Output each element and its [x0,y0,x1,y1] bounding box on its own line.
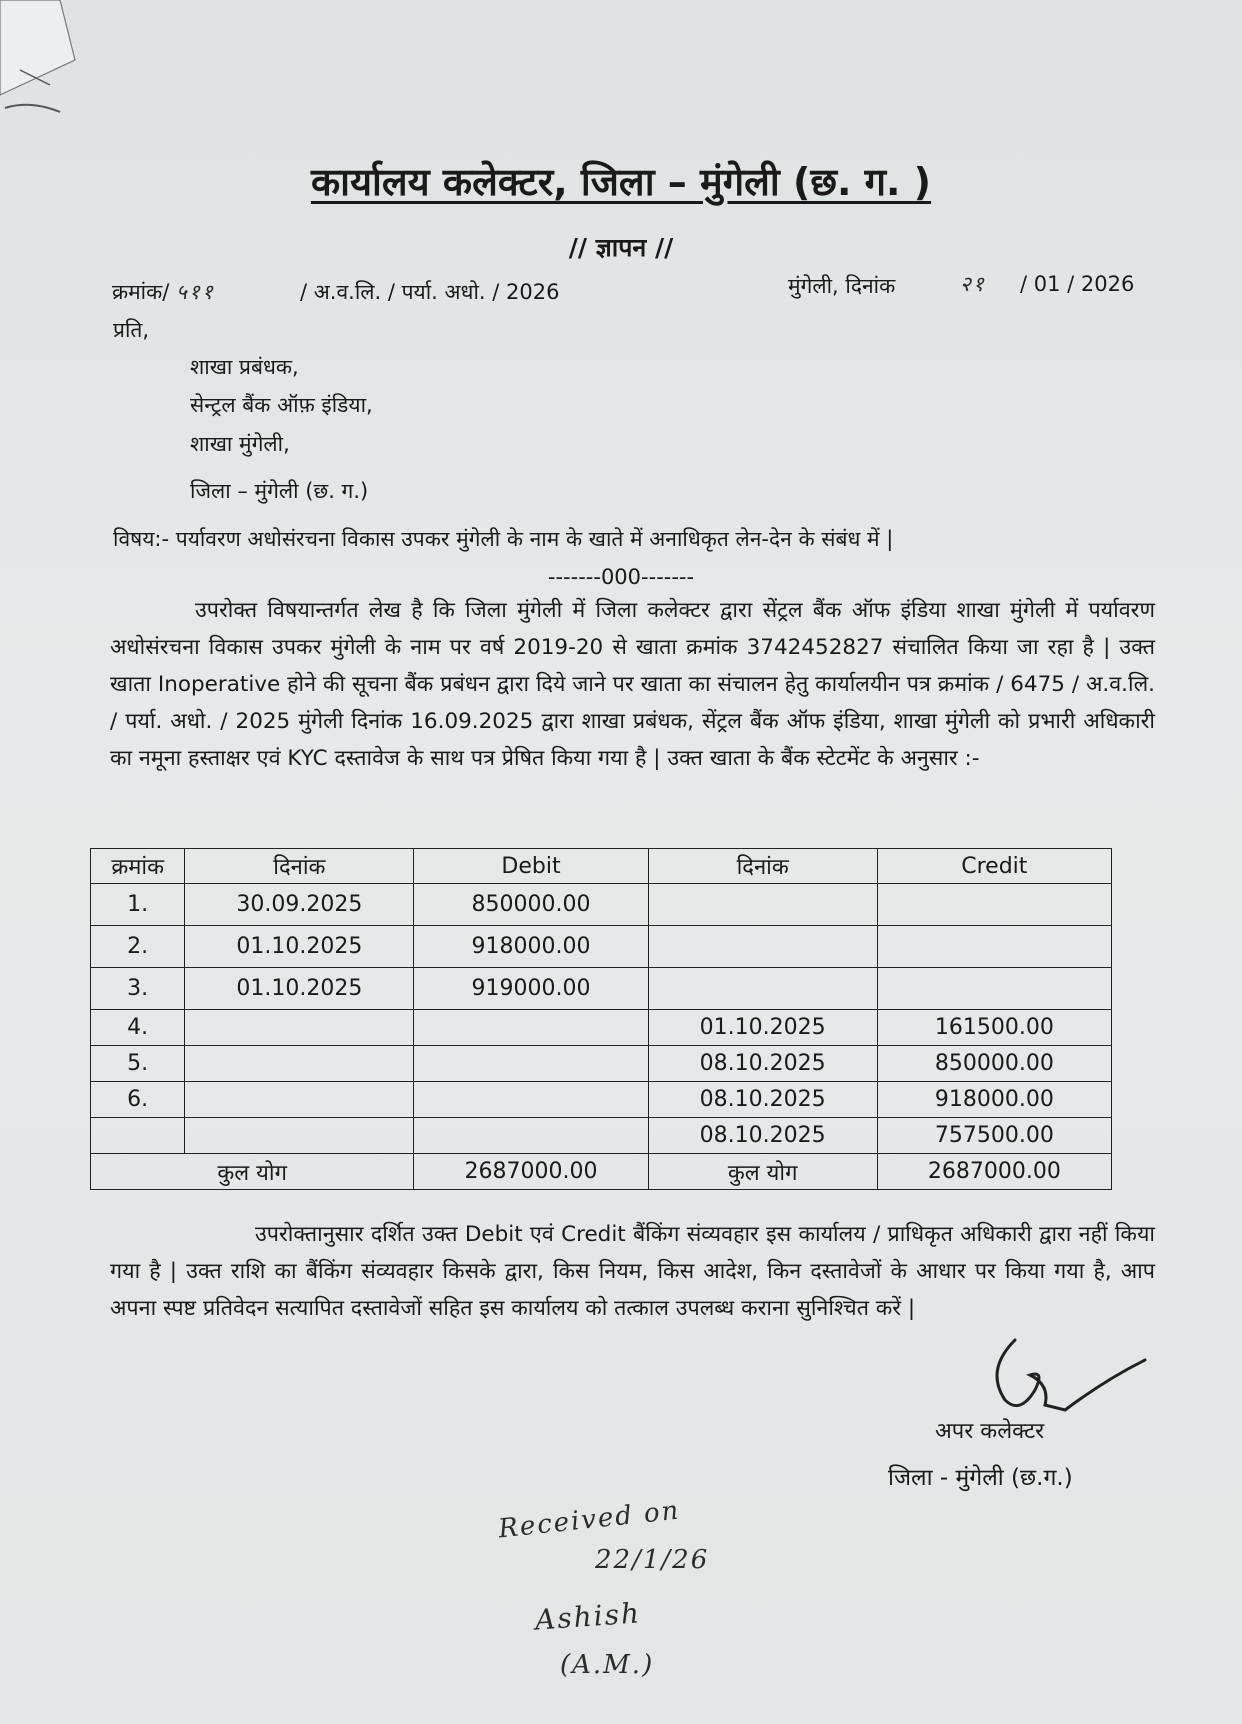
cell: 30.09.2025 [185,884,414,926]
col-header-debit: Debit [414,849,648,884]
cell: 1. [91,884,185,926]
cell: 01.10.2025 [185,926,414,968]
office-title: कार्यालय कलेक्टर, जिला – मुंगेली (छ. ग. ) [310,160,932,204]
cell: 850000.00 [414,884,648,926]
received-date: 22/1/26 [595,1545,710,1575]
cell: 2. [91,926,185,968]
total-debit: 2687000.00 [414,1154,648,1190]
cell [414,1046,648,1082]
cell [648,884,877,926]
cell: 757500.00 [877,1118,1111,1154]
cell [414,1118,648,1154]
table-row [91,1118,1112,1154]
signatory-district: जिला - मुंगेली (छ.ग.) [888,1465,1073,1491]
total-label-debit: कुल योग [91,1154,414,1190]
table-row [91,1046,1112,1082]
memo-heading: // ज्ञापन // [568,233,674,262]
col-header-kramank: क्रमांक [91,849,185,884]
subject: विषय:- पर्यावरण अधोसंरचना विकास उपकर मुंगेली के नाम के खाते में अनाधिकृत लेन-देन के संबंध में | [113,527,894,551]
signatory-designation: अपर कलेक्टर [935,1419,1045,1444]
addressee-line-4: जिला – मुंगेली (छ. ग.) [190,479,369,503]
cell: 08.10.2025 [648,1118,877,1154]
addressee-line-1: शाखा प्रबंधक, [190,355,299,379]
paper-corner-fold [0,0,80,120]
cell: 5. [91,1046,185,1082]
cell: 6. [91,1082,185,1118]
cell [414,1082,648,1118]
cell [414,1010,648,1046]
table-total-row [91,1154,1112,1190]
table-row [91,884,1112,926]
col-header-date-debit: दिनांक [185,849,414,884]
addressee-line-2: सेन्ट्रल बैंक ऑफ़ इंडिया, [190,393,373,417]
body-paragraph-2: उपरोक्तानुसार दर्शित उक्त Debit एवं Credit बैंकिंग संव्यवहार इस कार्यालय / प्राधिकृत अधिकारी द्वारा नहीं किया गया है | उक्त राशि का बैंकिंग संव्यवहार किसके द्वारा, किस नियम, किस आदेश, किन दस्तावेजों के आधार पर किया गया है, आप अपना स्पष्ट प्रतिवेदन सत्यापित दस्तावेजों सहित इस कार्यालय को तत्काल उपलब्ध कराना सुनिश्चित करें | [110,1222,1155,1321]
cell: 3. [91,968,185,1010]
cell [185,1010,414,1046]
prati: प्रति, [113,318,150,342]
cell [877,884,1111,926]
col-header-credit: Credit [877,849,1111,884]
reference-suffix: / अ.व.लि. / पर्या. अधो. / 2026 [300,280,560,304]
reference-number [112,278,215,306]
receiver-signature: Ashish [533,1596,643,1637]
cell: 08.10.2025 [648,1082,877,1118]
total-credit: 2687000.00 [877,1154,1111,1190]
table-row [91,926,1112,968]
cell: 850000.00 [877,1046,1111,1082]
total-label-credit: कुल योग [648,1154,877,1190]
cell: 01.10.2025 [185,968,414,1010]
cell [648,926,877,968]
cell [91,1118,185,1154]
table-row [91,1082,1112,1118]
cell: 01.10.2025 [648,1010,877,1046]
cell [185,1118,414,1154]
cell [877,968,1111,1010]
addressee-line-3: शाखा मुंगेली, [190,432,290,456]
col-header-date-credit: दिनांक [648,849,877,884]
date-handwritten: २१ [960,272,986,296]
cell [877,926,1111,968]
cell: 161500.00 [877,1010,1111,1046]
received-note: Received on [496,1495,682,1545]
cell: 08.10.2025 [648,1046,877,1082]
separator: -------000------- [547,565,695,589]
cell [185,1046,414,1082]
cell [648,968,877,1010]
cell [185,1082,414,1118]
cell: 918000.00 [414,926,648,968]
table-row [91,1010,1112,1046]
kramank-handwritten: ५११ [176,280,215,304]
bank-statement-table [90,848,1112,1190]
date-suffix: / 01 / 2026 [1020,272,1135,296]
kramank-label: क्रमांक/ [112,280,170,304]
receiver-role: (A.M.) [560,1650,655,1680]
cell: 919000.00 [414,968,648,1010]
body-paragraph-1: उपरोक्त विषयान्तर्गत लेख है कि जिला मुंगेली में जिला कलेक्टर द्वारा सेंट्रल बैंक ऑफ इंडिया शाखा मुंगेली में पर्यावरण अधोसंरचना विकास उपकर मुंगेली के नाम पर वर्ष 2019-20 से खाता क्रमांक 3742452827 संचालित किया जा रहा है | उक्त खाता Inoperative होने की सूचना बैंक प्रबंधन द्वारा दिये जाने पर खाता का संचालन हेतु कार्यालयीन पत्र क्रमांक / 6475 / अ.व.लि. / पर्या. अधो. / 2025 मुंगेली दिनांक 16.09.2025 द्वारा शाखा प्रबंधक, सेंट्रल बैंक ऑफ इंडिया, शाखा मुंगेली को प्रभारी अधिकारी का नमूना हस्ताक्षर एवं KYC दस्तावेज के साथ पत्र प्रेषित किया गया है | उक्त खाता के बैंक स्टेटमेंट के अनुसार :- [110,598,1155,771]
table-row [91,968,1112,1010]
cell: 4. [91,1010,185,1046]
place-date-label: मुंगेली, दिनांक [788,274,896,298]
cell: 918000.00 [877,1082,1111,1118]
table-header-row [91,849,1112,884]
